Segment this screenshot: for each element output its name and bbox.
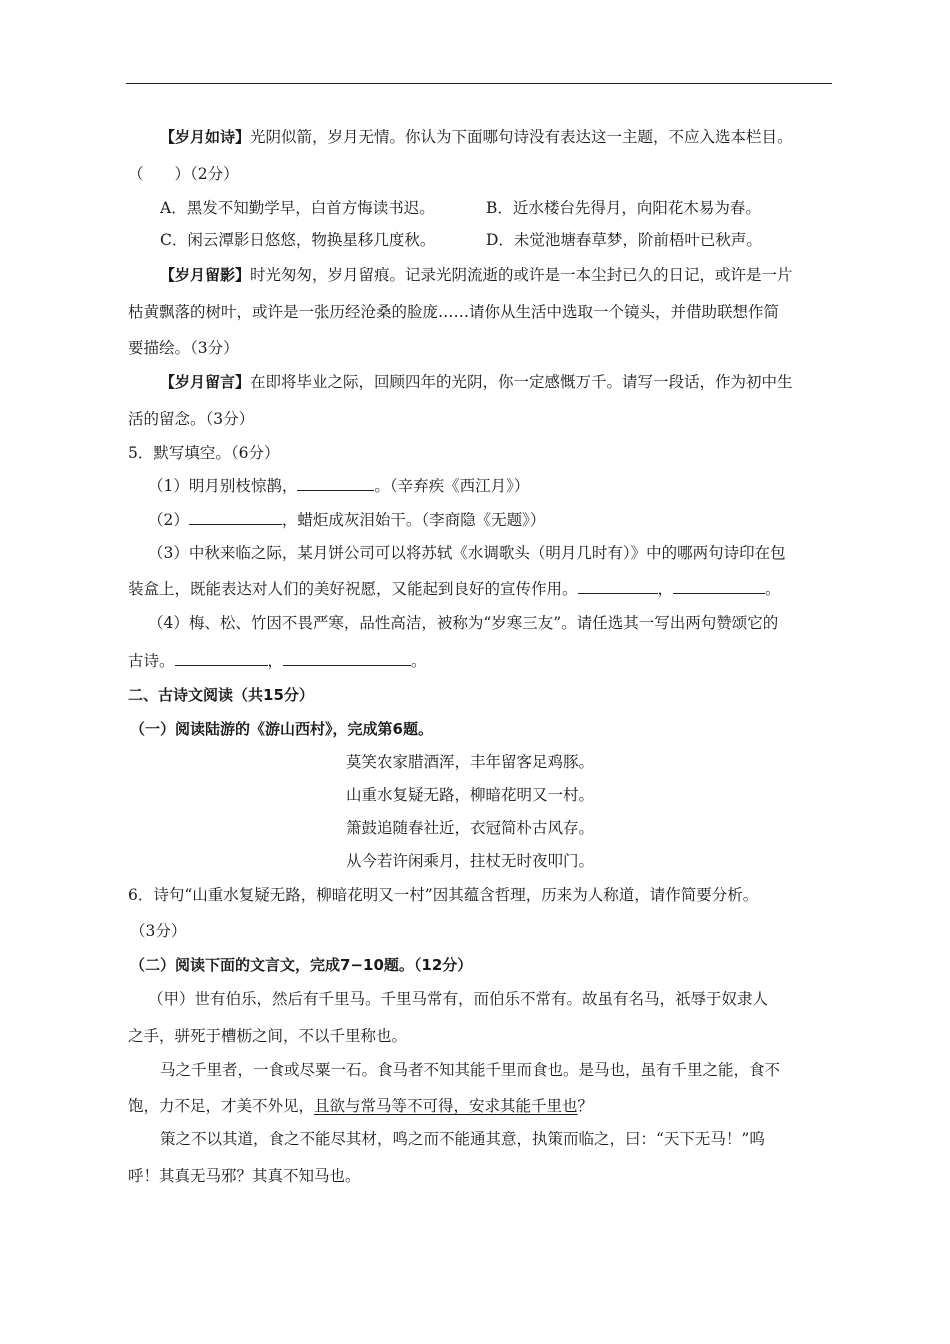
q4-tag-message: 【岁月留言】 — [160, 373, 251, 391]
poem-line: 莫笑农家腊酒浑，丰年留客足鸡豚。 — [346, 753, 595, 771]
passage-ma-text: 饱，力不足，才美不外见， — [128, 1097, 315, 1115]
q4-tag-image: 【岁月留影】 — [160, 266, 251, 284]
q5-item1-source: 。（辛弃疾《西江月》） — [374, 477, 530, 495]
q5-item3-line2 — [128, 579, 781, 599]
passage-jia-line1: （甲）世有伯乐，然后有千里马。千里马常有，而伯乐不常有。故虽有名马，祇辱于奴隶人 — [148, 990, 769, 1008]
q5-item1 — [148, 476, 529, 496]
period: 。 — [411, 652, 427, 670]
q5-item4-line1: （4）梅、松、竹因不畏严寒，品性高洁，被称为“岁寒三友”。请任选其一写出两句赞颂它的 — [148, 614, 779, 632]
q5-title: 5．默写填空。（6分） — [128, 444, 280, 462]
q5-item4-line2 — [128, 651, 427, 671]
q4-para3-line1 — [160, 372, 793, 392]
blank-field[interactable] — [175, 651, 268, 666]
q4-option-d: D．未觉池塘春草梦，阶前梧叶已秋声。 — [486, 231, 762, 249]
blank-field[interactable] — [297, 476, 374, 491]
q4-para2-line3: 要描绘。（3分） — [128, 339, 239, 357]
comma: ， — [267, 652, 284, 670]
q4-option-a: A．黑发不知勤学早，白首方悔读书迟。 — [160, 199, 435, 217]
section2-sub1: （一）阅读陆游的《游山西村》，完成第6题。 — [130, 720, 433, 738]
passage-ma-line1: 马之千里者，一食或尽粟一石。食马者不知其能千里而食也。是马也，虽有千里之能，食不 — [160, 1061, 781, 1079]
q5-item3-line1: （3）中秋来临之际，某月饼公司可以将苏轼《水调歌头（明月几时有）》中的哪两句诗印在包 — [148, 544, 786, 562]
passage-ma-line2 — [128, 1096, 593, 1116]
q5-item2-text: ，蜡炬成灰泪始干。（李商隐《无题》） — [281, 511, 546, 529]
q4-para1-paren: （ ）（2分） — [128, 165, 239, 183]
q4-para2-line2: 枯黄飘落的树叶，或许是一张历经沧桑的脸庞……请你从生活中选取一个镜头，并借助联想作简 — [128, 303, 780, 321]
q4-option-b: B．近水楼台先得月，向阳花木易为春。 — [486, 199, 761, 217]
poem-line: 山重水复疑无路，柳暗花明又一村。 — [346, 786, 595, 804]
period: 。 — [765, 580, 781, 598]
poem-line: 箫鼓追随春社近，衣冠简朴古风存。 — [346, 819, 595, 837]
underlined-sentence: 且欲与常马等不可得，安求其能千里也 — [314, 1097, 578, 1115]
passage-jia-line2: 之手，骈死于槽枥之间，不以千里称也。 — [128, 1027, 408, 1045]
q4-option-c: C．闲云潭影日悠悠，物换星移几度秋。 — [160, 231, 436, 249]
q6-line1: 6．诗句“山重水复疑无路，柳暗花明又一村”因其蕴含哲理，历来为人称道，请作简要分析。 — [128, 886, 759, 904]
q4-para1 — [160, 127, 793, 147]
blank-field[interactable] — [189, 510, 282, 525]
q5-item3-text: 装盒上，既能表达对人们的美好祝愿，又能起到良好的宣传作用。 — [128, 580, 578, 598]
blank-field[interactable] — [673, 579, 765, 594]
q4-para1-text: 光阴似箭，岁月无情。你认为下面哪句诗没有表达这一主题，不应入选本栏目。 — [250, 128, 793, 146]
q4-para3-line2: 活的留念。（3分） — [128, 410, 255, 428]
q5-item4-text: 古诗。 — [128, 652, 175, 670]
blank-field[interactable] — [283, 651, 411, 666]
q6-line2: （3分） — [130, 922, 187, 940]
q5-item2 — [148, 510, 545, 530]
q4-para3-text: 在即将毕业之际，回顾四年的光阴，你一定感慨万千。请写一段话，作为初中生 — [250, 373, 793, 391]
comma: ， — [657, 580, 674, 598]
q5-item1-text: （1）明月别枝惊鹊， — [148, 477, 298, 495]
q5-item2-num: （2） — [148, 511, 189, 529]
question-mark: ？ — [577, 1097, 594, 1115]
passage-ce-line2: 呼！其真无马邪？其真不知马也。 — [128, 1167, 361, 1185]
q4-para2-line1 — [160, 265, 793, 285]
header-rule — [126, 83, 832, 84]
poem-line: 从今若许闲乘月，拄杖无时夜叩门。 — [346, 852, 595, 870]
passage-ce-line1: 策之不以其道，食之不能尽其材，鸣之而不能通其意，执策而临之，曰：“天下无马！”呜 — [160, 1130, 765, 1148]
section2-sub2: （二）阅读下面的文言文，完成7−10题。（12分） — [130, 956, 473, 974]
q4-para2-text: 时光匆匆，岁月留痕。记录光阴流逝的或许是一本尘封已久的日记，或许是一片 — [250, 266, 793, 284]
blank-field[interactable] — [578, 579, 658, 594]
q4-tag-poem: 【岁月如诗】 — [160, 128, 251, 146]
section2-heading: 二、古诗文阅读（共15分） — [128, 686, 314, 704]
